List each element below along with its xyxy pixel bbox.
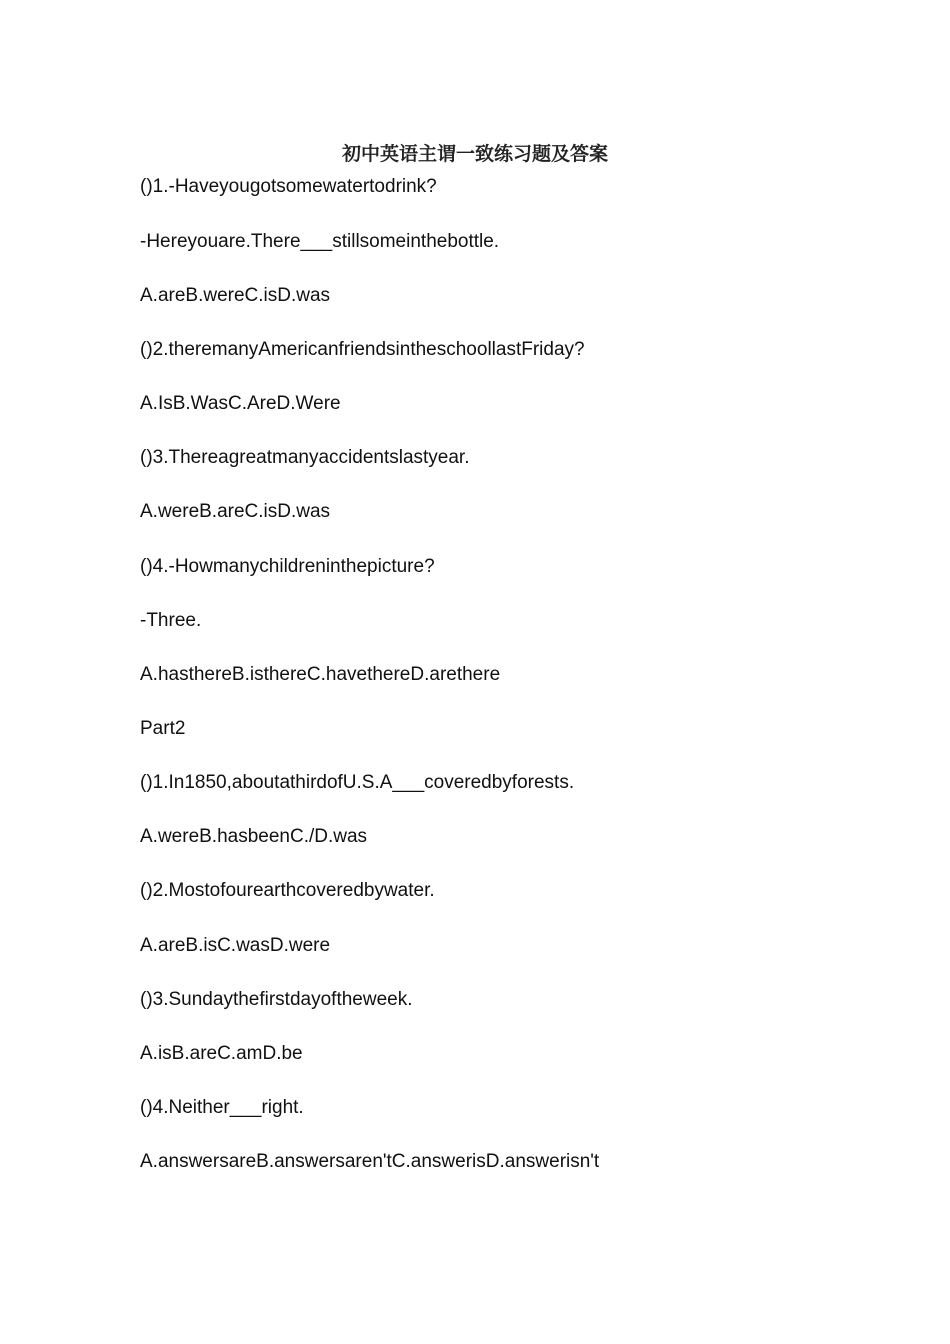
part2-question-4-prompt: ()4.Neither___right. [140, 1097, 304, 1118]
question-2-options: A.IsB.WasC.AreD.Were [140, 393, 341, 414]
part2-question-3-options: A.isB.areC.amD.be [140, 1043, 303, 1064]
question-4-response: -Three. [140, 610, 202, 631]
part2-question-4-options: A.answersareB.answersaren'tC.answerisD.answerisn't [140, 1151, 600, 1172]
question-4-prompt: ()4.-Howmanychildreninthepicture? [140, 556, 435, 577]
part2-question-2-prompt: ()2.Mostofourearthcoveredbywater. [140, 880, 435, 901]
section-heading-part2: Part2 [140, 718, 186, 739]
question-3-options: A.wereB.areC.isD.was [140, 501, 331, 522]
question-1-options: A.areB.wereC.isD.was [140, 285, 331, 306]
question-1-prompt: ()1.-Haveyougotsomewatertodrink? [140, 176, 437, 197]
page-title: 初中英语主谓一致练习题及答案 [341, 143, 608, 165]
part2-question-2-options: A.areB.isC.wasD.were [140, 935, 331, 956]
question-2-prompt: ()2.theremanyAmericanfriendsintheschoollastFriday? [140, 339, 585, 360]
part2-question-1-options: A.wereB.hasbeenC./D.was [140, 826, 368, 847]
question-1-response: -Hereyouare.There___stillsomeinthebottle. [140, 231, 500, 252]
question-3-prompt: ()3.Thereagreatmanyaccidentslastyear. [140, 447, 470, 468]
part2-question-3-prompt: ()3.Sundaythefirstdayoftheweek. [140, 989, 413, 1010]
part2-question-1-prompt: ()1.In1850,aboutathirdofU.S.A___coveredbyforests. [140, 772, 575, 793]
question-4-options: A.hasthereB.isthereC.havethereD.arethere [140, 664, 501, 685]
